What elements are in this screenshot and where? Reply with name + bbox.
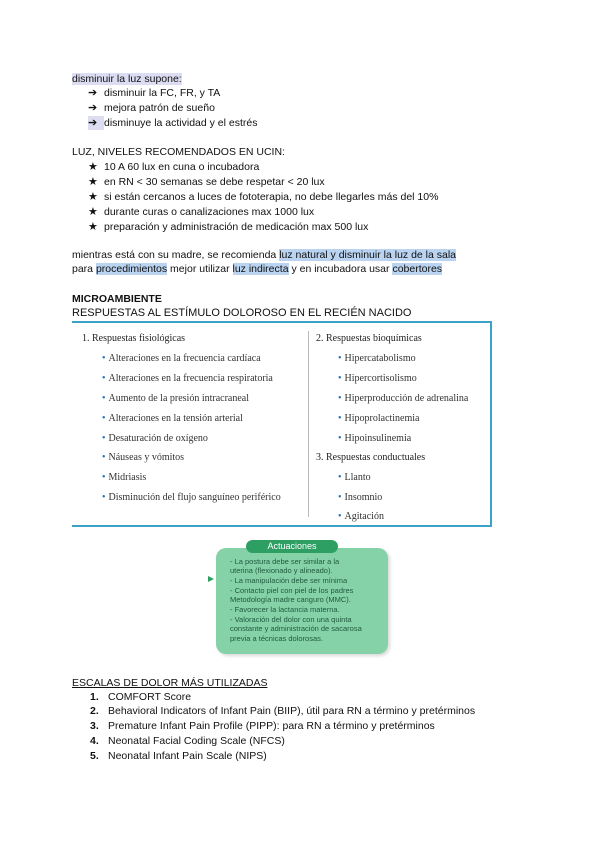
escala-item: 2. Behavioral Indicators of Infant Pain (BIIP), útil para RN a término y pretérminos: [90, 705, 476, 717]
bullet-icon: •: [338, 393, 342, 404]
intro-item: ➔ mejora patrón de sueño: [88, 102, 215, 114]
arrow-icon: ➔: [88, 116, 104, 130]
intro-item: ➔ disminuye la actividad y el estrés: [88, 117, 258, 129]
pain-response-figure: [72, 321, 492, 527]
list-item: • Aumento de la presión intracraneal: [102, 393, 250, 404]
luz-item: ★ durante curas o canalizaciones max 1000 lux: [88, 206, 315, 218]
bullet-icon: •: [338, 492, 342, 503]
bullet-icon: •: [102, 433, 106, 444]
actuaciones-line: - Contacto piel con piel de los padres: [230, 586, 354, 595]
luz-item: ★ en RN < 30 semanas se debe respetar < 20 lux: [88, 176, 325, 188]
escala-item: 3. Premature Infant Pain Profile (PIPP): para RN a término y pretérminos: [90, 720, 435, 732]
escala-item: 1. COMFORT Score: [90, 691, 192, 703]
actuaciones-line: constante y administración de sacarosa: [230, 624, 362, 633]
escala-item: 5. Neonatal Infant Pain Scale (NIPS): [90, 750, 267, 762]
col3-title: 3. Respuestas conductuales: [316, 452, 426, 463]
star-icon: ★: [88, 191, 98, 203]
star-icon: ★: [88, 206, 98, 218]
list-item: • Hiperproducción de adrenalina: [338, 393, 469, 404]
escalas-title: ESCALAS DE DOLOR MÁS UTILIZADAS: [72, 677, 268, 689]
bullet-icon: •: [102, 373, 106, 384]
list-item: • Náuseas y vómitos: [102, 452, 185, 463]
bullet-icon: •: [338, 433, 342, 444]
bullet-icon: •: [338, 373, 342, 384]
list-item: • Alteraciones en la tensión arterial: [102, 413, 243, 424]
luz-item: ★ 10 A 60 lux en cuna o incubadora: [88, 161, 260, 173]
luz-heading: LUZ, NIVELES RECOMENDADOS EN UCIN:: [72, 146, 285, 158]
list-item: • Hipercatabolismo: [338, 353, 416, 364]
list-item: • Insomnio: [338, 492, 383, 503]
bullet-icon: •: [102, 353, 106, 364]
list-item: • Hipoinsulinemia: [338, 433, 412, 444]
col2-title: 2. Respuestas bioquímicas: [316, 333, 422, 344]
list-item: • Desaturación de oxígeno: [102, 433, 208, 444]
list-item: • Midriasis: [102, 472, 147, 483]
bullet-icon: •: [338, 353, 342, 364]
col1-title: 1. Respuestas fisiológicas: [82, 333, 186, 344]
micro-title: MICROAMBIENTE: [72, 293, 162, 305]
star-icon: ★: [88, 161, 98, 173]
actuaciones-line: - La postura debe ser similar a la: [230, 557, 340, 566]
actuaciones-line: - Valoración del dolor con una quinta: [230, 615, 352, 624]
pointer-arrow-icon: [208, 576, 214, 582]
luz-item: ★ si están cercanos a luces de fototerapia, no debe llegarles más del 10%: [88, 191, 439, 203]
micro-subtitle: RESPUESTAS AL ESTÍMULO DOLOROSO EN EL RECIÉN NACIDO: [72, 307, 412, 319]
bullet-icon: •: [102, 452, 106, 463]
arrow-icon: ➔: [88, 102, 98, 114]
list-item: • Disminución del flujo sanguíneo periférico: [102, 492, 281, 503]
luz-item: ★ preparación y administración de medicación max 500 lux: [88, 221, 369, 233]
escala-item: 4. Neonatal Facial Coding Scale (NFCS): [90, 735, 285, 747]
arrow-icon: ➔: [88, 87, 98, 99]
paragraph-line-1: mientras está con su madre, se recomienda luz natural y disminuir la luz de la sala: [72, 249, 457, 261]
list-item: • Llanto: [338, 472, 371, 483]
actuaciones-line: - La manipulación debe ser mínima: [230, 576, 348, 585]
column-divider: [308, 331, 309, 517]
list-item: • Hipoprolactinemia: [338, 413, 420, 424]
list-item: • Alteraciones en la frecuencia respiratoria: [102, 373, 273, 384]
actuaciones-line: uterina (flexionado y alineado).: [230, 566, 333, 575]
list-item: • Alteraciones en la frecuencia cardíaca: [102, 353, 261, 364]
bullet-icon: •: [102, 472, 106, 483]
star-icon: ★: [88, 176, 98, 188]
bullet-icon: •: [338, 472, 342, 483]
bullet-icon: •: [338, 511, 342, 522]
bullet-icon: •: [102, 413, 106, 424]
actuaciones-title: Actuaciones: [246, 540, 338, 553]
actuaciones-line: Metodología madre canguro (MMC).: [230, 595, 351, 604]
list-item: • Agitación: [338, 511, 384, 522]
actuaciones-line: - Favorecer la lactancia materna.: [230, 605, 340, 614]
star-icon: ★: [88, 221, 98, 233]
list-item: • Hipercortisolismo: [338, 373, 417, 384]
intro-item: ➔ disminuir la FC, FR, y TA: [88, 87, 221, 99]
paragraph-line-2: para procedimientos mejor utilizar luz indirecta y en incubadora usar cobertores: [72, 263, 443, 275]
actuaciones-line: previa a técnicas dolorosas.: [230, 634, 323, 643]
bullet-icon: •: [102, 393, 106, 404]
bullet-icon: •: [338, 413, 342, 424]
bullet-icon: •: [102, 492, 106, 503]
intro-lead: disminuir la luz supone:: [72, 73, 182, 85]
